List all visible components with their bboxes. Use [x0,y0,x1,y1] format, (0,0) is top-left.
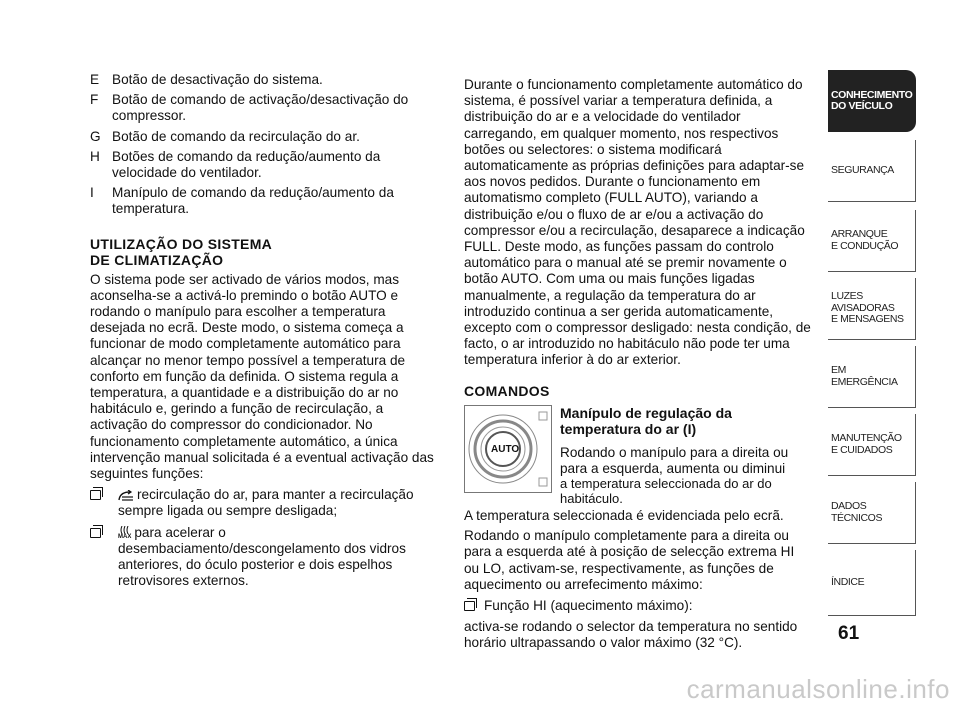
left-column [90,72,440,589]
body-paragraph-right: Durante o funcionamento completamente automático do sistema, é possível variar a temperatura definida, a distribuição do ar e a velocidade do ventilador carregando, em qualquer momento, nos respectivos botões ou selectores: o sistema modificará automaticamente as próprias definições para adaptar-se aos novos pedidos. Durante o funcionamento em automatismo completo (FULL AUTO), variando a distribuição e/ou o fluxo de ar e/ou a activação do compressor e/ou a recirculação, desaparece a indicação FULL. Deste modo, as funções passam do controlo automático para o manual até se premir novamente o botão AUTO. Com uma ou mais funções ligadas manualmente, a regulação da temperatura do ar introduzido continua a ser gerida automaticamente, excepto com o compressor desligado: nesta condição, de facto, o ar introduzido no habitáculo não pode ter uma temperatura inferior à do ar exterior. [464,77,811,368]
tab-dados-tecnicos[interactable]: DADOS TÉCNICOS [828,482,916,544]
max-defrost-icon: MAX [118,526,131,540]
list-item-f: F Botão de comando de activação/desactivação do compressor. [90,92,409,124]
tab-manutencao-e-cuidados[interactable]: MANUTENÇÃO E CUIDADOS [828,414,916,476]
bullet-max-defrost: MAX para acelerar o desembaciamento/descongelamento dos vidros anteriores, do óculo posterior e dois espelhos retrovisores externos. [90,525,440,590]
temperature-knob-figure [464,405,552,493]
section-heading-comandos: COMANDOS [464,382,550,399]
list-item-e: E Botão de desactivação do sistema. [90,72,323,87]
bullet-recirculation: recirculação do ar, para manter a recirculação sempre ligada ou sempre desligada; [90,487,440,519]
tab-indice[interactable]: ÍNDICE [828,550,916,616]
tab-luzes-avisadoras[interactable]: LUZES AVISADORAS E MENSAGENS [828,278,916,340]
tab-conhecimento-do-veiculo[interactable]: CONHECIMENTO DO VEÍCULO [828,70,916,132]
checkbox-bullet-icon [90,528,101,538]
checkbox-bullet-icon [90,490,101,500]
auto-button-label: AUTO [491,443,520,455]
knob-description: Manípulo de regulação da temperatura do ar (I) Rodando o manípulo para a direita ou para a esquerda, aumenta ou diminui a temperatura seleccionada do ar do habitáculo. [560,404,789,506]
right-column: Durante o funcionamento completamente automático do sistema, é possível variar a temperatura definida, a distribuição do ar e a velocidade do ventilador carregando, em qualquer momento, nos respectivos botões ou selectores: o sistema modificará automaticamente as próprias definições para adaptar-se aos novos pedidos. Durante o funcionamento em automatismo completo (FULL AUTO), variando a distribuição e/ou o fluxo de ar e/ou a activação do compressor e/ou a recirculação, desaparece a indicação FULL. Deste modo, as funções passam do controlo automático para o manual até se premir novamente o botão AUTO. Com uma ou mais funções ligadas manualmente, a regulação da temperatura do ar introduzido continua a ser gerida automaticamente, excepto com o compressor desligado: nesta condição, de facto, o ar introduzido no habitáculo não pode ter uma temperatura inferior à do ar exterior. COMANDOS AUTO Manípulo de regulação da temperatura do ar (I) Rodando o manípulo para a direita ou para a esquerda, aumenta ou diminui a temperatura seleccionada do ar do habitáculo. A temperatura seleccionada é evidenciada pelo ecrã. Rodando o manípulo completamente para a direita ou para a esquerda até à posição de selecção extrema HI ou LO, activam-se, respectivamente, as funções de aquecimento ou arrefecimento máximo: Função HI (aquecimento máximo): activa-se rodando o selector da temperatura no sentido horário ultrapassando o valor máximo (32 °C). [464,77,811,651]
recirculation-icon [118,490,134,502]
tab-arranque-e-conducao[interactable]: ARRANQUE E CONDUÇÃO [828,210,916,272]
bullet-hi-function: Função HI (aquecimento máximo): [464,598,812,614]
list-item-h: H Botões de comando da redução/aumento da velocidade do ventilador. [90,148,381,181]
body-paragraph: O sistema pode ser activado de vários modos, mas aconselha-se a activá-lo premindo o botão AUTO e rodando o manípulo para escolher a temperatura desejada no ecrã. Deste modo, o sistema começa a funcionar de modo completamente automático para alcançar no menor tempo possível a temperatura de conforto em função da definida. O sistema regula a temperatura, a quantidade e a distribuição do ar no habitáculo e, gerindo a função de recirculação, a activação do compressor do condicionador. No funcionamento completamente automático, a única intervenção manual solicitada é a eventual activação das seguintes funções: [90,271,434,482]
checkbox-bullet-icon [464,601,475,611]
defrost-wave-icon [119,526,131,534]
watermark: carmanualsonline.info [686,674,950,704]
section-heading-utilizacao: UTILIZAÇÃO DO SISTEMA DE CLIMATIZAÇÃO [90,235,273,268]
tab-seguranca[interactable]: SEGURANÇA [828,140,916,202]
list-item-g: G Botão de comando da recirculação do ar. [90,128,360,144]
knob-section [464,405,812,506]
page-number: 61 [838,623,860,644]
list-item-i: I Manípulo de comando da redução/aumento da temperatura. [90,185,394,217]
tab-em-emergencia[interactable]: EM EMERGÊNCIA [828,346,916,408]
